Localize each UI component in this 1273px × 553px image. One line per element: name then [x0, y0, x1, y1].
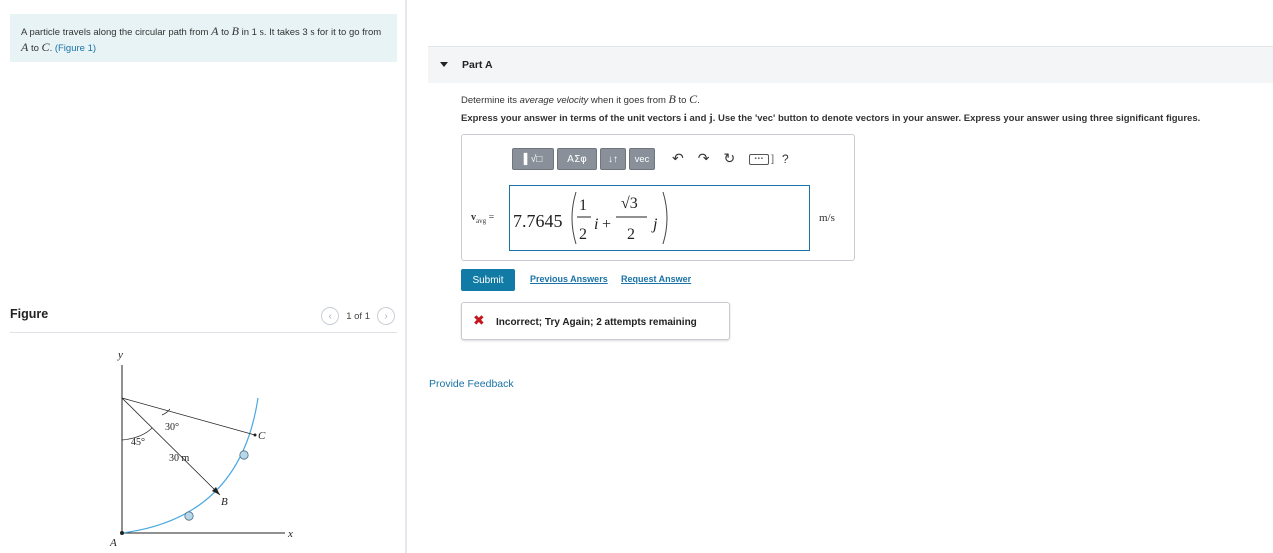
problem-text-7: .: [49, 43, 55, 54]
answer-input[interactable]: [509, 185, 810, 251]
part-a-label: Part A: [462, 59, 493, 71]
left-column: [0, 0, 407, 553]
figure-label-b: B: [221, 496, 228, 508]
reset-icon[interactable]: ↻: [723, 151, 736, 167]
point-a-2: A: [21, 40, 29, 54]
angle-45-label: 45°: [131, 437, 145, 448]
vec-button[interactable]: vec: [629, 148, 655, 170]
frac1-numerator: 1: [579, 197, 587, 214]
next-figure-button[interactable]: [377, 307, 395, 325]
question-emphasis: average velocity: [519, 95, 589, 106]
figure-header: [10, 303, 397, 333]
sort-button[interactable]: ↓↑: [600, 148, 626, 170]
answer-j: j: [653, 216, 658, 233]
figure-label-c: C: [258, 430, 266, 442]
figure-label-a: A: [110, 537, 117, 548]
templates-button[interactable]: ▌√□: [512, 148, 554, 170]
right-paren: [663, 192, 667, 244]
instructions-text: [461, 112, 1200, 124]
keyboard-shortcuts-button[interactable]: [749, 154, 774, 165]
formula-render: [510, 186, 809, 250]
problem-statement: [10, 14, 397, 62]
question-mid: when it goes from: [588, 95, 669, 106]
figure-pager: [321, 307, 395, 325]
variable-subscript: avg: [476, 217, 487, 225]
problem-text-3: in 1: [238, 27, 260, 38]
unit-s-1: s: [259, 26, 264, 38]
point-c: C: [41, 40, 50, 54]
problem-text-5: for it to go from: [314, 27, 382, 38]
frac1-denominator: 2: [579, 226, 587, 243]
instructions-1: Express your answer in terms of the unit vectors: [461, 113, 684, 124]
frac2-numerator: √3: [621, 195, 638, 212]
answer-box: [461, 134, 855, 261]
feedback-message: Incorrect; Try Again; 2 attempts remaining: [496, 317, 697, 328]
left-paren: [572, 192, 576, 244]
particle-lower: [185, 512, 193, 520]
answer-i: i: [594, 216, 599, 233]
variable-label: [471, 212, 494, 225]
frac2-denominator: 2: [627, 226, 635, 243]
provide-feedback-link[interactable]: Provide Feedback: [429, 378, 514, 390]
problem-text-6: to: [28, 43, 42, 54]
feedback-box: [461, 302, 730, 340]
help-button[interactable]: ?: [781, 152, 789, 166]
unit-vector-i: i: [683, 112, 687, 124]
redo-icon[interactable]: ↷: [697, 151, 710, 167]
radius-line-c: [122, 398, 255, 435]
radius-label: 30 m: [169, 453, 190, 464]
submit-button[interactable]: Submit: [461, 269, 515, 291]
instructions-2: . Use the 'vec' button to denote vectors in your answer. Express your answer using three significant figures.: [712, 113, 1201, 124]
problem-text-4: . It takes 3: [263, 27, 311, 38]
question-point-b: B: [668, 92, 676, 106]
problem-text-1: A particle travels along the circular path from: [21, 27, 212, 38]
question-to: to: [675, 95, 690, 106]
previous-answers-link[interactable]: Previous Answers: [530, 274, 608, 284]
unit-s-2: s: [310, 26, 315, 38]
request-answer-link[interactable]: Request Answer: [621, 274, 692, 284]
keyboard-icon: ▪▪▪: [749, 154, 769, 165]
particle-upper: [240, 451, 248, 459]
point-a: A: [211, 24, 219, 38]
incorrect-icon: ✖: [473, 313, 485, 329]
keyboard-suffix: ]: [771, 153, 774, 165]
answer-coefficient: 7.7645: [513, 211, 563, 231]
instructions-and: and: [686, 113, 710, 124]
part-a-header[interactable]: [428, 46, 1273, 83]
point-a-dot: [120, 531, 124, 535]
answer-plus: +: [602, 216, 612, 233]
prev-figure-button[interactable]: [321, 307, 339, 325]
question-end: .: [697, 95, 700, 106]
chevron-right-icon: ›: [384, 310, 388, 322]
problem-text-2: to: [218, 27, 232, 38]
collapse-triangle-icon: [440, 62, 448, 67]
answer-unit: m/s: [819, 212, 835, 224]
figure-title: Figure: [10, 307, 49, 321]
chevron-left-icon: ‹: [328, 310, 332, 322]
unit-vector-j: j: [709, 112, 713, 124]
question-point-c: C: [689, 92, 698, 106]
figure-link[interactable]: (Figure 1): [54, 43, 97, 54]
undo-icon[interactable]: ↶: [672, 151, 684, 167]
greek-symbols-button[interactable]: ΑΣφ: [557, 148, 597, 170]
equals-sign: =: [486, 212, 495, 223]
variable-v: v: [471, 212, 476, 223]
circular-path-figure: [100, 343, 300, 548]
y-axis-label: y: [118, 349, 123, 361]
question-prefix: Determine its: [461, 95, 520, 106]
point-b: B: [231, 24, 239, 38]
point-c-dot: [254, 434, 257, 437]
x-axis-label: x: [288, 528, 293, 540]
question-text: [461, 92, 700, 107]
equation-toolbar: [512, 148, 789, 170]
pager-count: 1 of 1: [346, 310, 370, 322]
angle-30-label: 30°: [165, 422, 179, 433]
